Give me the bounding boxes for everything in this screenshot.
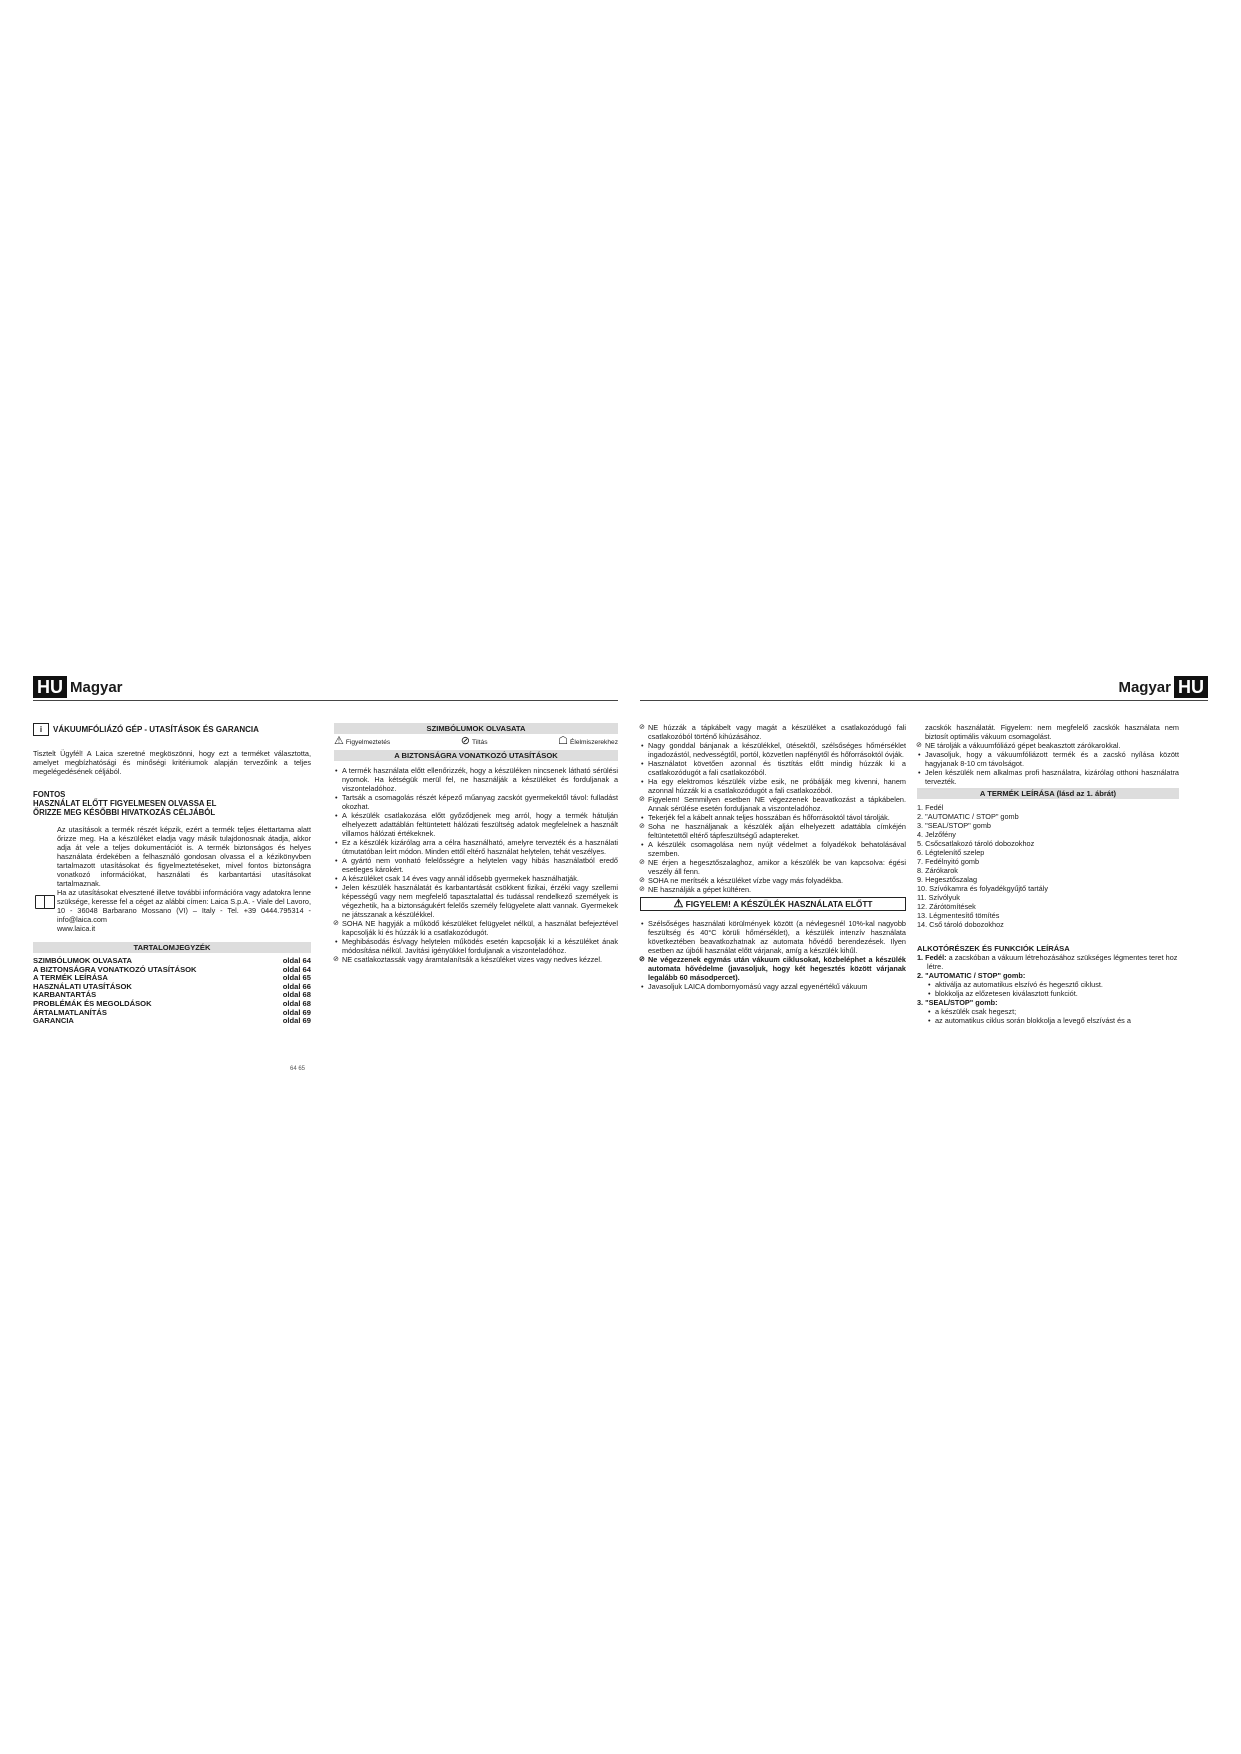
right-header bbox=[1115, 676, 1208, 698]
toc-row[interactable]: SZIMBÓLUMOK OLVASATA oldal 64 bbox=[33, 956, 311, 965]
function-1-text: a zacskóban a vákuum létrehozásához szükséges légmentes teret hoz létre. bbox=[927, 953, 1178, 971]
list-item: ⊘ SOHA NE hagyják a működő készüléket felügyelet nélkül, a használat befejeztével kapcsolják ki és húzzák ki a csatlakozódugót. bbox=[334, 919, 618, 937]
manual-book-icon bbox=[33, 825, 57, 933]
column-3 bbox=[640, 723, 906, 991]
toc-row[interactable]: ÁRTALMATLANÍTÁS oldal 69 bbox=[33, 1007, 311, 1017]
language-title: Magyar bbox=[70, 679, 123, 696]
info-book-icon: i bbox=[33, 723, 49, 736]
list-item: • Nagy gonddal bánjanak a készülékkel, ütésektől, szélsőséges hőmérséklet ingadozástól, nedvességtől, portól, közvetlen napfénytől és hőforrásoktól óvják. bbox=[640, 741, 906, 759]
list-item: • Ez a készülék kizárólag arra a célra használható, amelyre tervezték és a használati útmutatóban leírt módon. Minden ettől eltérő használat helytelen, tehát veszélyes. bbox=[334, 838, 618, 856]
list-item: • A termék használata előtt ellenőrizzék, hogy a készüléken nincsenek látható sérülési nyomok. Ha kétségük merül fel, ne használják a készüléket és forduljanak a viszonteladóhoz. bbox=[334, 766, 618, 793]
warning-box bbox=[640, 897, 906, 911]
storage-list bbox=[917, 741, 1179, 786]
list-item: • Jelen készülék használatát és karbantartását csökkent fizikai, érzéki vagy szellemi képességű vagy nem megfelelő tapasztalattal és tudással rendelkező személyek is végezhetik, ha a biztonságukért felelős személy felügyelete alatt vannak. Gyermekek ne játsszanak a készülékkel. bbox=[334, 883, 618, 919]
list-item: ⊘ NE csatlakoztassák vagy áramtalanítsák a készüléket vizes vagy nedves kézzel. bbox=[334, 955, 618, 964]
list-item: • aktiválja az automatikus elszívó és hegesztő ciklust. bbox=[927, 980, 1179, 989]
symbol-food: ☖ Élelmiszerekhez bbox=[558, 735, 618, 747]
website-link[interactable]: www.laica.it bbox=[57, 924, 96, 933]
left-header bbox=[33, 676, 126, 698]
list-item: • Ha egy elektromos készülék vízbe esik, ne próbálják meg kivenni, hanem azonnal húzzák ki a csatlakozódugót a fali csatlakozóból. bbox=[640, 777, 906, 795]
list-item: 11. Szívólyuk bbox=[917, 893, 960, 902]
symbol-prohibition: ⊘ Tiltás bbox=[460, 735, 488, 747]
safety-list-continued bbox=[640, 723, 906, 894]
safety-title: A BIZTONSÁGRA VONATKOZÓ UTASÍTÁSOK bbox=[334, 750, 618, 761]
list-item: 7. Fedélnyitó gomb bbox=[917, 857, 980, 866]
functions-title: ALKOTÓRÉSZEK ÉS FUNKCIÓK LEÍRÁSA bbox=[917, 944, 1070, 953]
header-rule bbox=[640, 700, 1208, 701]
language-badge: HU bbox=[33, 676, 67, 698]
list-item: • Javasoljuk, hogy a vákuumfóliázott termék és a zacskó nyílása között hagyjanak 8-10 cm távolságot. bbox=[917, 750, 1179, 768]
important-line-1: HASZNÁLAT ELŐTT FIGYELMESEN OLVASSA EL bbox=[33, 799, 217, 808]
document-title: VÁKUUMFÓLIÁZÓ GÉP - UTASÍTÁSOK ÉS GARANCIA bbox=[53, 725, 259, 734]
intro-text: Tisztelt Ügyfél! A Laica szeretné megköszönni, hogy ezt a terméket választotta, amelyet megbízhatósági és minőségi kritériumok alapján tervezőink a teljes megelégedésének céljából. bbox=[33, 749, 311, 776]
language-badge: HU bbox=[1174, 676, 1208, 698]
column-4 bbox=[917, 723, 1179, 1025]
list-item: • Javasoljuk LAICA dombornyomású vagy azzal egyenértékű vákuum bbox=[640, 982, 906, 991]
list-item: • Szélsőséges használati körülmények között (a névlegesnél 10%-kal nagyobb feszültség és 40°C körüli hőmérséklet), a készülék intenzív használata következtében beavatkozhatnak az automata hővédő berendezések. Ilyen esetben az újbóli használat előtt várjanak, amíg a készülék kihűl. bbox=[640, 919, 906, 955]
function-2-label: 2. "AUTOMATIC / STOP" gomb: bbox=[917, 971, 1026, 980]
list-item: 14. Cső tároló dobozokhoz bbox=[917, 920, 1004, 929]
function-2-list bbox=[917, 980, 1179, 998]
toc-row[interactable]: HASZNÁLATI UTASÍTÁSOK oldal 66 bbox=[33, 981, 311, 991]
continued-text: zacskók használatát. Figyelem: nem megfelelő zacskók használata nem biztosít optimális vákuum csomagolást. bbox=[925, 723, 1179, 741]
list-item: 5. Csőcsatlakozó tároló dobozokhoz bbox=[917, 839, 1035, 848]
warning-triangle-icon: ⚠ bbox=[673, 898, 684, 910]
list-item: 3. "SEAL/STOP" gomb bbox=[917, 821, 991, 830]
list-item: • az automatikus ciklus során blokkolja a levegő elszívást és a bbox=[927, 1016, 1179, 1025]
toc-row[interactable]: A BIZTONSÁGRA VONATKOZÓ UTASÍTÁSOK oldal 64 bbox=[33, 964, 311, 974]
symbols-title: SZIMBÓLUMOK OLVASATA bbox=[334, 723, 618, 734]
toc-row[interactable]: KARBANTARTÁS oldal 68 bbox=[33, 990, 311, 1000]
list-item: • Jelen készülék nem alkalmas profi használatra, kizárólag otthoni használatra tervezték. bbox=[917, 768, 1179, 786]
list-item: • Tartsák a csomagolás részét képező műanyag zacskót gyermekektől távol: fulladást okozhat. bbox=[334, 793, 618, 811]
list-item: ⊘ Soha ne használjanak a készülék alján elhelyezett adattábla címkéjén feltüntetettől eltérő tápfeszültségű adaptereket. bbox=[640, 822, 906, 840]
parts-list bbox=[917, 803, 1179, 929]
header-rule bbox=[33, 700, 618, 701]
list-item: 1. Fedél bbox=[917, 803, 944, 812]
symbol-warning: ⚠ Figyelmeztetés bbox=[334, 735, 391, 747]
toc-row[interactable]: A TERMÉK LEÍRÁSA oldal 65 bbox=[33, 973, 311, 983]
warning-triangle-icon: ⚠ bbox=[334, 735, 344, 747]
list-item: ⊘ NE használják a gépet kültéren. bbox=[640, 885, 906, 894]
list-item: ⊘ NE érjen a hegesztőszalaghoz, amikor a készülék be van kapcsolva: égési veszély áll fenn. bbox=[640, 858, 906, 876]
list-item: • A készülék csatlakozása előtt győződjenek meg arról, hogy a termék hátulján elhelyezett adattáblán feltüntetett hálózati feszültség adatok megfelelnek a használt villamos hálózati értékeknek. bbox=[334, 811, 618, 838]
list-item: 4. Jelzőfény bbox=[917, 830, 956, 839]
table-of-contents bbox=[33, 957, 311, 1026]
list-item: 8. Zárókarok bbox=[917, 866, 958, 875]
list-item: • Használatot követően azonnal és tisztítás előtt mindig húzzák ki a csatlakozódugót a fali csatlakozóból. bbox=[640, 759, 906, 777]
function-1-label: 1. Fedél: bbox=[917, 953, 947, 962]
toc-row[interactable]: PROBLÉMÁK ÉS MEGOLDÁSOK oldal 68 bbox=[33, 998, 311, 1008]
list-item: • a készülék csak hegeszt; bbox=[927, 1007, 1179, 1016]
right-page bbox=[640, 676, 1208, 1076]
list-item: • A készüléket csak 14 éves vagy annál idősebb gyermekek használhatják. bbox=[334, 874, 618, 883]
safety-list bbox=[334, 766, 618, 964]
usage-warning-list bbox=[640, 919, 906, 991]
contact-body: Ha az utasításokat elvesztené illetve további információra vagy adatokra lenne szüksége, keresse fel a céget az alábbi címen: Laica S.p.A. - Viale del Lavoro, 10 - 36048 Barbarano Mossano (VI) – Italy - Tel. +39 0444.795314 - info@laica.com bbox=[57, 888, 311, 924]
list-item: 6. Légtelenítő szelep bbox=[917, 848, 985, 857]
list-item: 2. "AUTOMATIC / STOP" gomb bbox=[917, 812, 1019, 821]
list-item: ⊘ Ne végezzenek egymás után vákuum ciklusokat, közbeléphet a készülék automata hővédelme (javasoljuk, hogy két hegesztés között várjanak legalább 60 másodpercet). bbox=[640, 955, 906, 982]
list-item: • blokkolja az előzetesen kiválasztott funkciót. bbox=[927, 989, 1179, 998]
language-title: Magyar bbox=[1118, 679, 1171, 696]
list-item: • A készülék csomagolása nem nyújt védelmet a folyadékok behatolásával szemben. bbox=[640, 840, 906, 858]
column-1 bbox=[33, 723, 311, 1026]
list-item: 12. Zárótömítések bbox=[917, 902, 976, 911]
list-item: ⊘ NE húzzák a tápkábelt vagy magát a készüléket a csatlakozódugó fali csatlakozóból történő kihúzásához. bbox=[640, 723, 906, 741]
important-label: FONTOS bbox=[33, 790, 66, 799]
list-item: • Meghibásodás és/vagy helytelen működés esetén kapcsolják ki a készüléket ának módosítása nélkül. Javítási igényükkel forduljanak a viszonteladóhoz. bbox=[334, 937, 618, 955]
list-item: • Tekerjék fel a kábelt annak teljes hosszában és hőforrásoktól távol tárolják. bbox=[640, 813, 906, 822]
left-page bbox=[33, 676, 618, 1076]
prohibition-icon: ⊘ bbox=[460, 735, 471, 747]
list-item: 9. Hegesztőszalag bbox=[917, 875, 978, 884]
column-2 bbox=[334, 723, 618, 964]
list-item: • A gyártó nem vonható felelősségre a helytelen vagy hibás használatból eredő esetleges károkért. bbox=[334, 856, 618, 874]
toc-title: TARTALOMJEGYZÉK bbox=[33, 942, 311, 953]
list-item: ⊘ Figyelem! Semmilyen esetben NE végezzenek beavatkozást a tápkábelen. Annak sérülése esetén forduljanak a viszonteladóhoz. bbox=[640, 795, 906, 813]
food-safe-icon: ☖ bbox=[558, 735, 568, 747]
function-3-list bbox=[917, 1007, 1179, 1025]
list-item: 13. Légmentesítő tömítés bbox=[917, 911, 1000, 920]
toc-row[interactable]: GARANCIA oldal 69 bbox=[33, 1016, 311, 1026]
list-item: ⊘ NE tárolják a vákuumfóliázó gépet beakasztott zárókarokkal. bbox=[917, 741, 1179, 750]
list-item: 10. Szívókamra és folyadékgyűjtő tartály bbox=[917, 884, 1049, 893]
important-body: Az utasítások a termék részét képzik, ezért a termék teljes élettartama alatt őrizze meg. Ha a készüléket eladja vagy másik tulajdonosnak átadja, akkor adja át vele a teljes dokumentációt is. A termék biztonságos és helyes használata érdekében a felhasználó gondosan olvassa el a kézikönyvben tartalmazott utasításokat és figyelmeztetéseket, mivel fontos biztonságra vonatkozó információkat, használati és karbantartási utasításokat tartalmaznak. bbox=[57, 825, 311, 888]
list-item: ⊘ SOHA ne merítsék a készüléket vízbe vagy más folyadékba. bbox=[640, 876, 906, 885]
page-number: 64 65 bbox=[290, 1066, 306, 1072]
function-3-label: 3. "SEAL/STOP" gomb: bbox=[917, 998, 998, 1007]
warning-title: FIGYELEM! A KÉSZÜLÉK HASZNÁLATA ELŐTT bbox=[685, 899, 873, 909]
symbols-row bbox=[334, 737, 618, 747]
description-title: A TERMÉK LEÍRÁSA (lásd az 1. ábrát) bbox=[917, 788, 1179, 799]
important-line-2: ŐRIZZE MEG KÉSŐBBI HIVATKOZÁS CÉLJÁBÓL bbox=[33, 808, 216, 817]
